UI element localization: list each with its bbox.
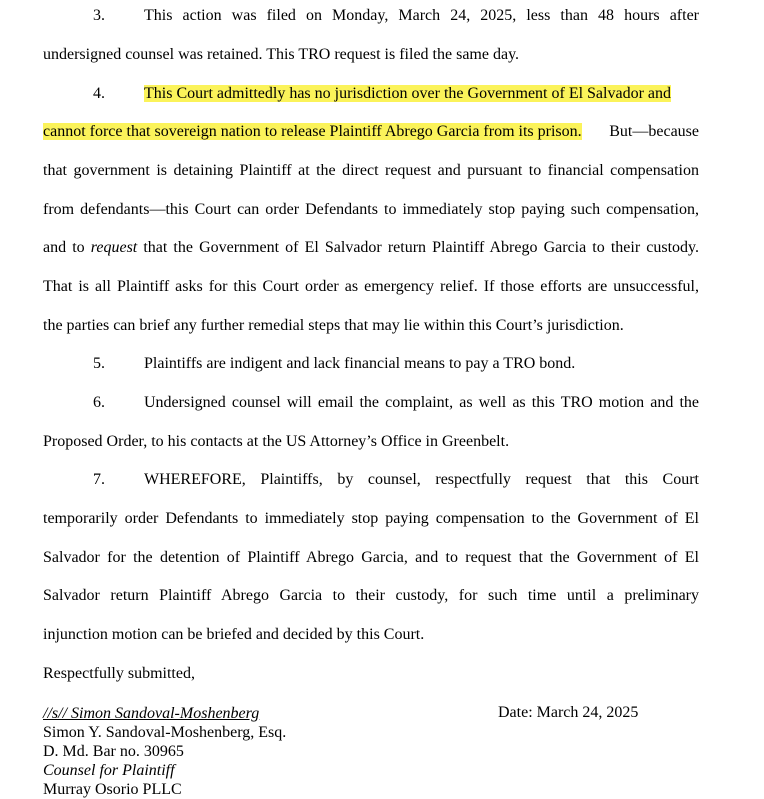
paragraph-4-line-5-post: that the Government of El Salvador return Plaintiff Abrego Garcia to their custody. bbox=[143, 239, 699, 256]
paragraph-7-line-4: Salvador return Plaintiff Abrego Garcia to their custody, for such time until a preliminary bbox=[43, 587, 699, 604]
highlighted-text: This Court admittedly has no jurisdiction over the Government of El Salvador and bbox=[144, 85, 672, 102]
paragraph-4-line-5-pre: and to bbox=[43, 239, 85, 256]
paragraph-3-number: 3. bbox=[93, 7, 105, 24]
paragraph-6-line-1: Undersigned counsel will email the complaint, as well as this TRO motion and the bbox=[144, 394, 699, 411]
paragraph-3-line-1: This action was filed on Monday, March 24, 2025, less than 48 hours after bbox=[144, 7, 699, 24]
closing-text: Respectfully submitted, bbox=[43, 665, 195, 682]
paragraph-6-number: 6. bbox=[93, 394, 105, 411]
paragraph-5-number: 5. bbox=[93, 355, 105, 372]
paragraph-4-line-6: That is all Plaintiff asks for this Court order as emergency relief. If those efforts are unsuccessful, bbox=[43, 278, 699, 295]
signer-name: Simon Y. Sandoval-Moshenberg, Esq. bbox=[43, 724, 287, 741]
paragraph-4-line-5 bbox=[43, 238, 699, 258]
signature-line: //s// Simon Sandoval-Moshenberg bbox=[43, 705, 260, 722]
paragraph-7-number: 7. bbox=[93, 471, 105, 488]
paragraph-4-line-3: that government is detaining Plaintiff at the direct request and pursuant to financial compensation bbox=[43, 162, 699, 179]
firm-name: Murray Osorio PLLC bbox=[43, 781, 182, 798]
paragraph-7-line-2: temporarily order Defendants to immediately stop paying compensation to the Government of El bbox=[43, 510, 699, 527]
paragraph-4-number: 4. bbox=[93, 85, 105, 102]
paragraph-4-line-4: from defendants—this Court can order Defendants to immediately stop paying such compensation, bbox=[43, 201, 699, 218]
paragraph-7-line-1: WHEREFORE, Plaintiffs, by counsel, respectfully request that this Court bbox=[144, 471, 699, 488]
paragraph-6-line-2: Proposed Order, to his contacts at the US Attorney’s Office in Greenbelt. bbox=[43, 433, 510, 450]
paragraph-5-line-1: Plaintiffs are indigent and lack financial means to pay a TRO bond. bbox=[144, 355, 576, 372]
paragraph-7-line-3: Salvador for the detention of Plaintiff Abrego Garcia, and to request that the Government of El bbox=[43, 549, 699, 566]
filing-date: Date: March 24, 2025 bbox=[498, 704, 639, 721]
paragraph-4-line-1 bbox=[144, 84, 671, 104]
paragraph-3-line-2: undersigned counsel was retained. This TRO request is filed the same day. bbox=[43, 46, 520, 63]
paragraph-4-line-2-rest: But—because bbox=[609, 123, 699, 140]
highlighted-text: cannot force that sovereign nation to release Plaintiff Abrego Garcia from its prison. bbox=[43, 123, 582, 140]
paragraph-7-line-5: injunction motion can be briefed and decided by this Court. bbox=[43, 626, 425, 643]
bar-number: D. Md. Bar no. 30965 bbox=[43, 743, 184, 760]
italic-request: request bbox=[90, 239, 138, 256]
paragraph-4-line-2 bbox=[43, 122, 699, 142]
paragraph-4-line-7: the parties can brief any further remedial steps that may lie within this Court’s jurisdiction. bbox=[43, 317, 624, 334]
counsel-role: Counsel for Plaintiff bbox=[43, 762, 175, 779]
